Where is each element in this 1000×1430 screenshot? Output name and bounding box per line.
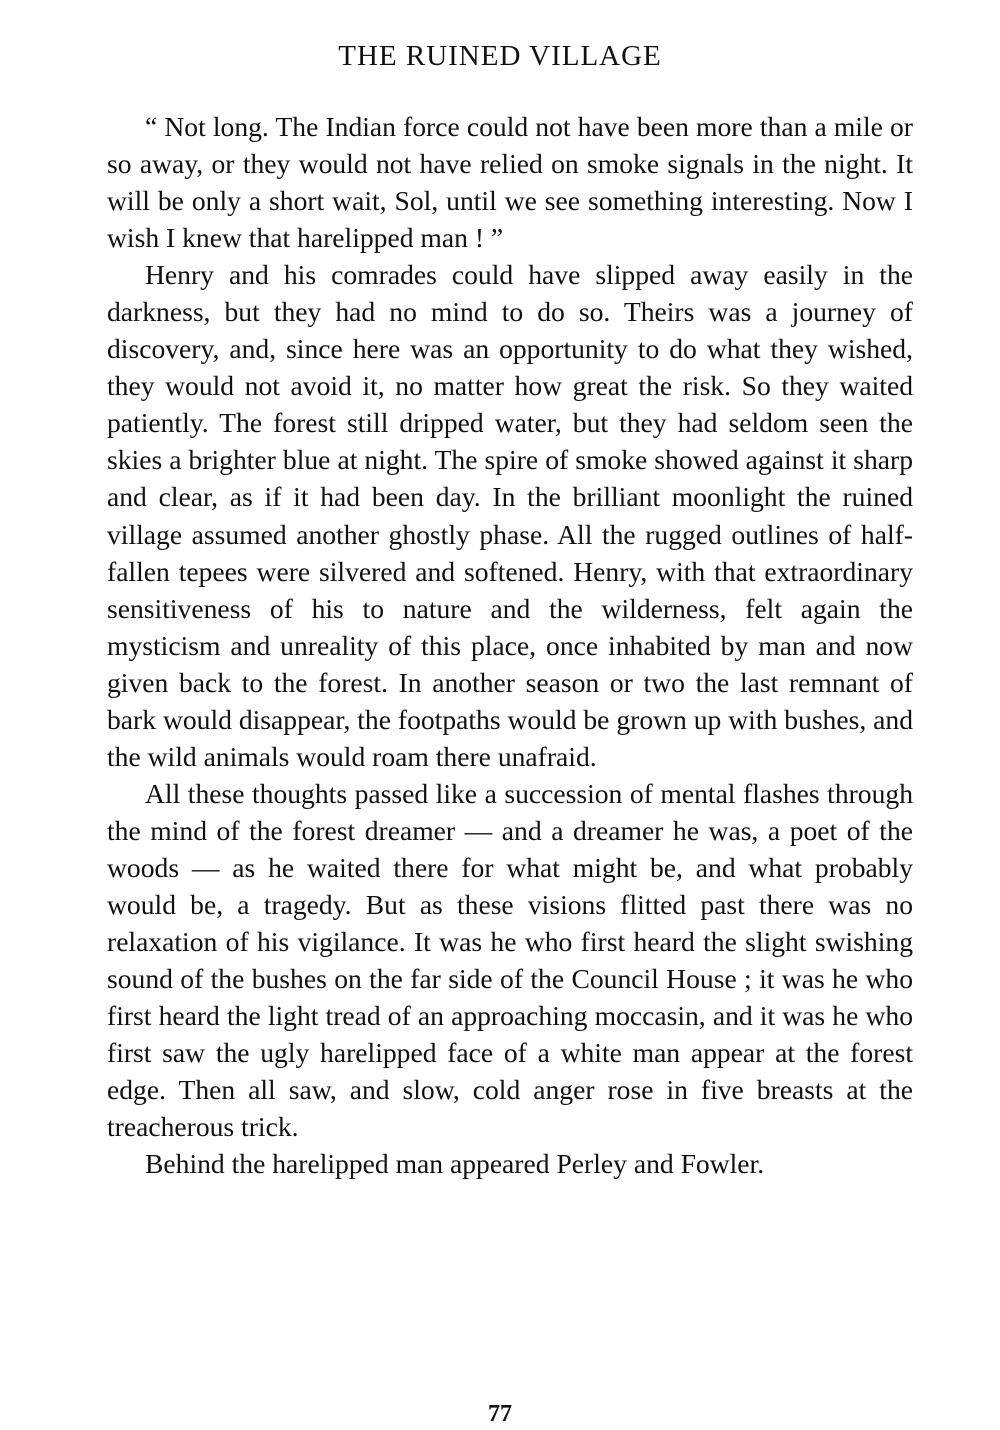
paragraph-1: “ Not long. The Indian force could not have been more than a mile or so away, or they would not have relied on smoke signals in the night. It will be only a short wait, Sol, until we see something interesting. Now I wish I knew that harelipped man ! ” bbox=[107, 111, 913, 254]
paragraph-3: All these thoughts passed like a succession of mental flashes through the mind of the forest dreamer — and a dreamer he was, a poet of the woods — as he waited there for what might be, and what probably would be, a tragedy. But as these visions flitted past there was no relaxation of his vigilance. It was he who first heard the slight swishing sound of the bushes on the far side of the Council House ; it was he who first heard the light tread of an approaching moccasin, and it was he who first saw the ugly harelipped face of a white man appear at the forest edge. Then all saw, and slow, cold anger rose in five breasts at the treacherous trick. bbox=[107, 777, 913, 1143]
body-text bbox=[107, 108, 913, 1182]
page-number: 77 bbox=[488, 1401, 512, 1427]
running-head: THE RUINED VILLAGE bbox=[338, 40, 662, 72]
paragraph-2: Henry and his comrades could have slipped away easily in the darkness, but they had no mind to do so. Theirs was a journey of discovery, and, since here was an opportunity to do what they wished, they would not avoid it, no matter how great the risk. So they waited patiently. The forest still dripped water, but they had seldom seen the skies a brighter blue at night. The spire of smoke showed against it sharp and clear, as if it had been day. In the brilliant moonlight the ruined village assumed another ghostly phase. All the rugged outlines of half-fallen tepees were silvered and softened. Henry, with that extraordinary sensitiveness of his to nature and the wilderness, felt again the mysticism and unreality of this place, once inhabited by man and now given back to the forest. In another season or two the last remnant of bark would disappear, the footpaths would be grown up with bushes, and the wild animals would roam there unafraid. bbox=[107, 259, 913, 772]
paragraph-4: Behind the harelipped man appeared Perley and Fowler. bbox=[145, 1148, 765, 1180]
